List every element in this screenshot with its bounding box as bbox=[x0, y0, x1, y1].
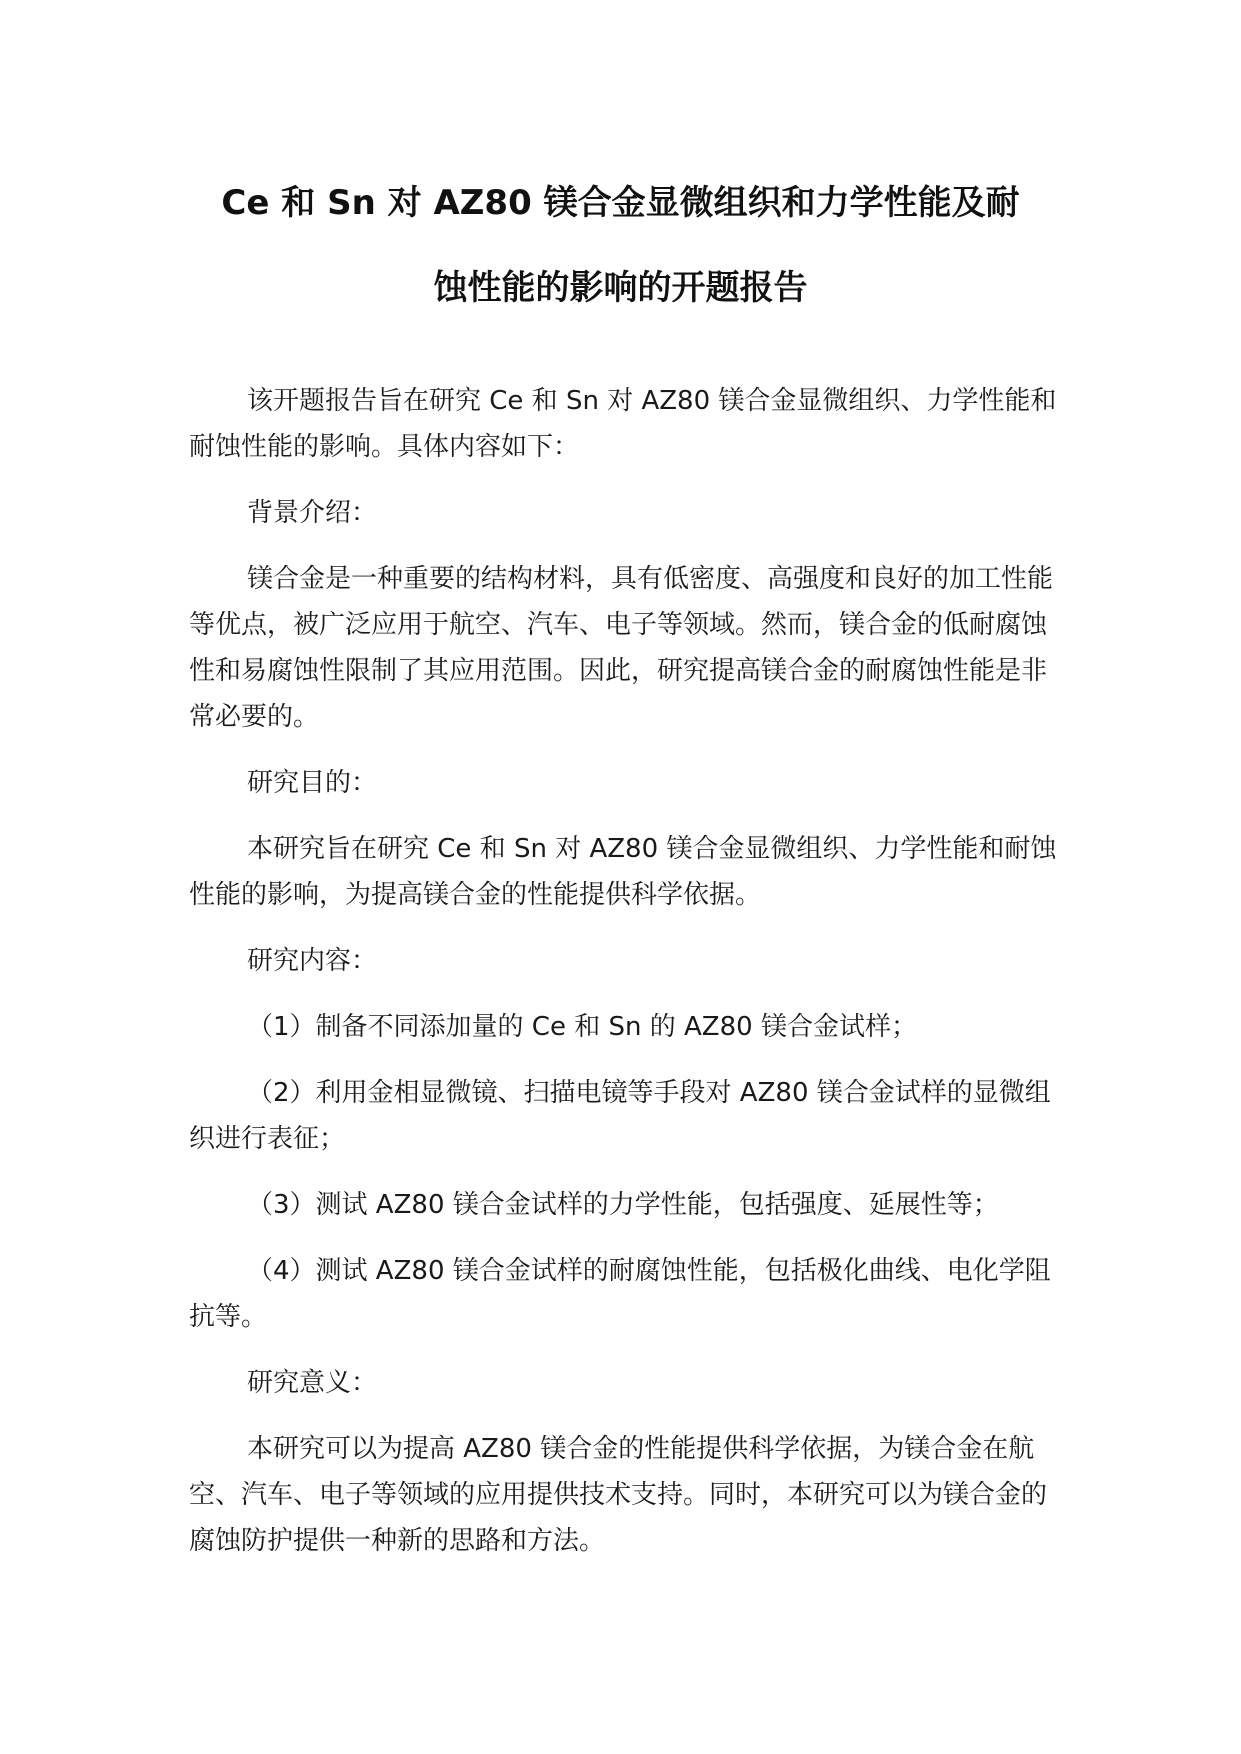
purpose-paragraph: 本研究旨在研究 Ce 和 Sn 对 AZ80 镁合金显微组织、力学性能和耐蚀性能的影响，为提高镁合金的性能提供科学依据。 bbox=[189, 834, 1057, 910]
content-item-2: （2）利用金相显微镜、扫描电镜等手段对 AZ80 镁合金试样的显微组织进行表征； bbox=[189, 1078, 1051, 1154]
content-item-3: （3）测试 AZ80 镁合金试样的力学性能，包括强度、延展性等； bbox=[247, 1190, 999, 1220]
document-body bbox=[189, 378, 1059, 1564]
background-paragraph: 镁合金是一种重要的结构材料，具有低密度、高强度和良好的加工性能等优点，被广泛应用于航空、汽车、电子等领域。然而，镁合金的低耐腐蚀性和易腐蚀性限制了其应用范围。因此，研究提高镁合金的耐腐蚀性能是非常必要的。 bbox=[189, 564, 1054, 732]
section-heading-content: 研究内容： bbox=[247, 946, 378, 976]
content-item-4: （4）测试 AZ80 镁合金试样的耐腐蚀性能，包括极化曲线、电化学阻抗等。 bbox=[189, 1256, 1051, 1332]
significance-paragraph: 本研究可以为提高 AZ80 镁合金的性能提供科学依据，为镁合金在航空、汽车、电子等领域的应用提供技术支持。同时，本研究可以为镁合金的腐蚀防护提供一种新的思路和方法。 bbox=[189, 1434, 1048, 1556]
content-item-1: （1）制备不同添加量的 Ce 和 Sn 的 AZ80 镁合金试样； bbox=[247, 1012, 917, 1042]
document-title-line-1: Ce 和 Sn 对 AZ80 镁合金显微组织和力学性能及耐 bbox=[221, 183, 1020, 223]
section-heading-background: 背景介绍： bbox=[247, 498, 378, 528]
section-heading-significance: 研究意义： bbox=[247, 1368, 378, 1398]
intro-paragraph: 该开题报告旨在研究 Ce 和 Sn 对 AZ80 镁合金显微组织、力学性能和耐蚀性能的影响。具体内容如下： bbox=[189, 386, 1057, 462]
document-title-line-2: 蚀性能的影响的开题报告 bbox=[433, 268, 808, 308]
section-heading-purpose: 研究目的： bbox=[247, 768, 378, 798]
